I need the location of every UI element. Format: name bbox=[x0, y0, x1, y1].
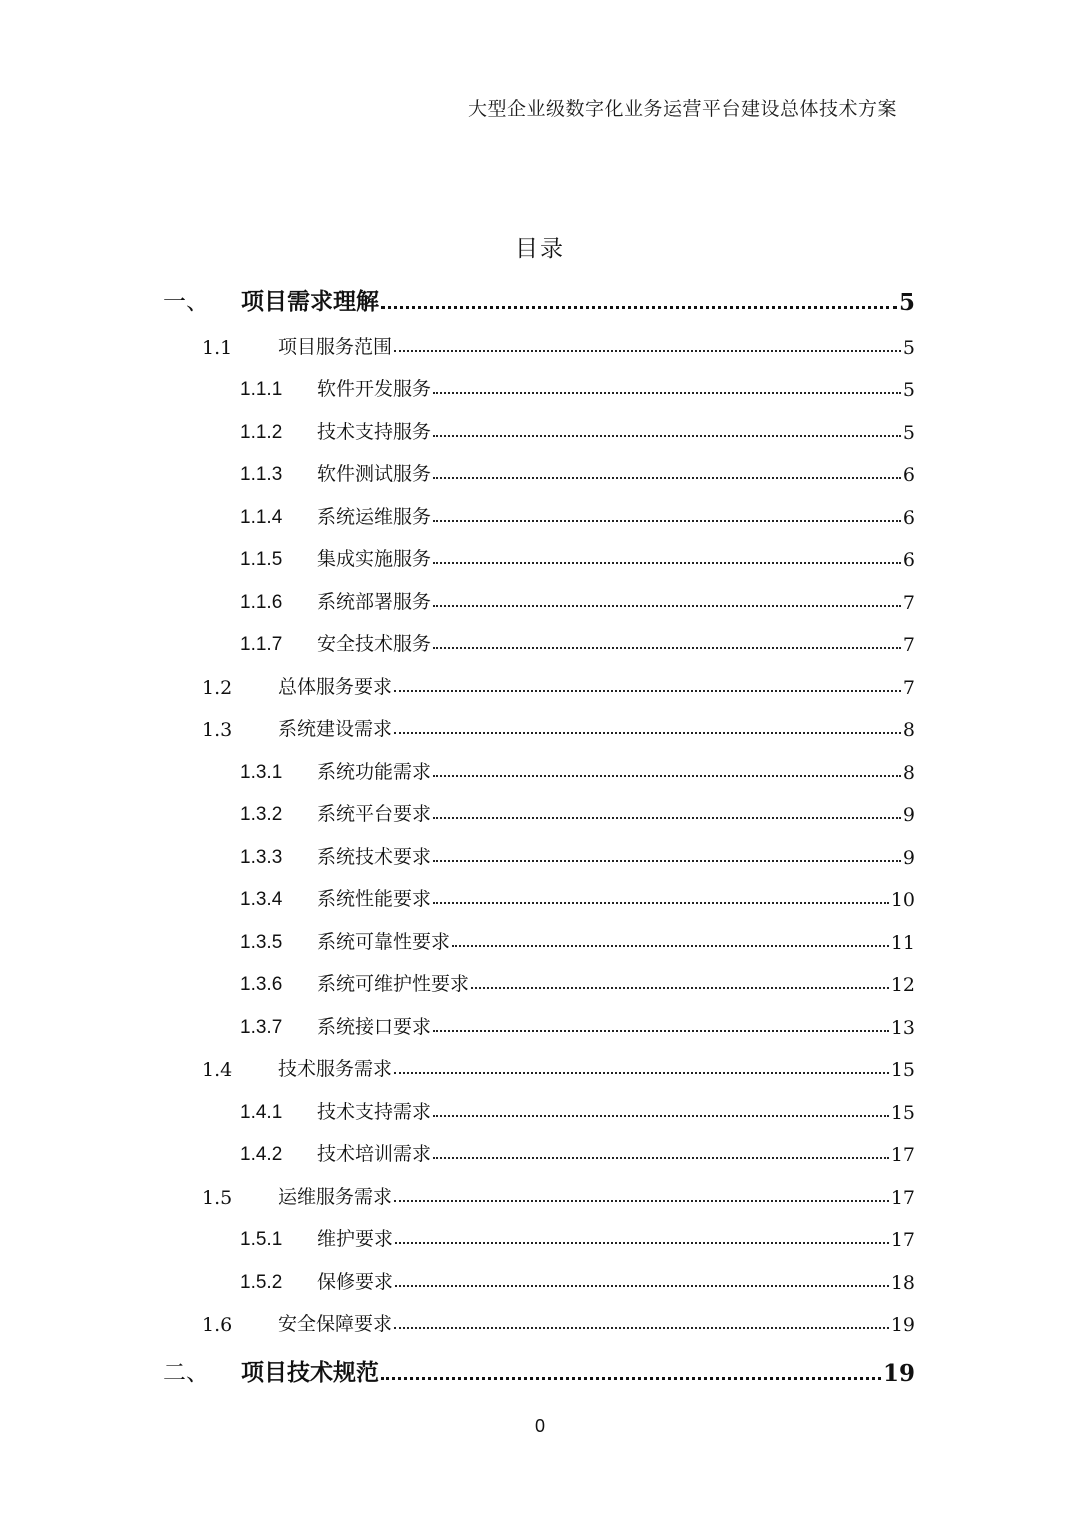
toc-entry-12[interactable] bbox=[202, 669, 915, 699]
toc-entry-number: 一、 bbox=[163, 289, 209, 315]
toc-dot-leader bbox=[433, 775, 901, 777]
toc-entry-page: 7 bbox=[902, 676, 915, 699]
toc-entry-112[interactable] bbox=[240, 414, 915, 444]
toc-entry-number: 二、 bbox=[163, 1359, 209, 1386]
toc-chapter-entry[interactable] bbox=[163, 1357, 915, 1387]
toc-entry-16[interactable] bbox=[202, 1306, 915, 1336]
toc-entry-label: 项目需求理解 bbox=[241, 288, 379, 315]
toc-entry-number: 1.6 bbox=[202, 1314, 233, 1336]
toc-entry-label: 系统接口要求 bbox=[317, 1015, 432, 1038]
toc-entry-15[interactable] bbox=[202, 1179, 915, 1209]
toc-entry-page: 7 bbox=[902, 634, 915, 656]
toc-entry-number: 1.4 bbox=[202, 1059, 233, 1081]
toc-dot-leader bbox=[395, 1242, 889, 1244]
toc-entry-label: 系统部署服务 bbox=[317, 590, 432, 613]
toc-entry-label: 软件开发服务 bbox=[317, 378, 432, 400]
toc-entry-label: 系统平台要求 bbox=[317, 803, 432, 825]
toc-dot-leader bbox=[433, 520, 901, 522]
toc-entry-label: 保修要求 bbox=[317, 1270, 394, 1293]
toc-dot-leader bbox=[394, 690, 901, 692]
toc-entry-133[interactable] bbox=[240, 839, 915, 869]
toc-entry-137[interactable] bbox=[240, 1009, 915, 1039]
toc-dot-leader bbox=[433, 1030, 889, 1032]
toc-entry-label: 技术培训需求 bbox=[317, 1143, 432, 1165]
toc-entry-label: 项目服务范围 bbox=[278, 335, 393, 358]
toc-entry-number: 1.1.3 bbox=[240, 464, 283, 485]
toc-entry-number: 1.3.1 bbox=[240, 761, 283, 783]
toc-entry-number: 1.1.7 bbox=[240, 634, 283, 655]
toc-entry-page: 8 bbox=[902, 761, 915, 784]
toc-dot-leader bbox=[381, 1377, 881, 1380]
toc-entry-number: 1.1.5 bbox=[240, 549, 283, 570]
toc-dot-leader bbox=[433, 1115, 889, 1117]
toc-dot-leader bbox=[471, 987, 889, 989]
toc-entry-page: 5 bbox=[898, 289, 915, 316]
toc-entry-136[interactable] bbox=[240, 966, 915, 996]
toc-entry-page: 15 bbox=[890, 1059, 915, 1081]
toc-entry-number: 1.1.6 bbox=[240, 591, 283, 613]
toc-entry-number: 1.3 bbox=[202, 719, 233, 741]
toc-entry-116[interactable] bbox=[240, 584, 915, 614]
toc-entry-page: 10 bbox=[890, 889, 915, 911]
toc-entry-number: 1.2 bbox=[202, 676, 233, 699]
toc-dot-leader bbox=[433, 562, 901, 564]
toc-entry-114[interactable] bbox=[240, 499, 915, 529]
toc-entry-page: 6 bbox=[902, 506, 915, 529]
toc-entry-page: 18 bbox=[890, 1271, 915, 1294]
toc-dot-leader bbox=[395, 1285, 889, 1287]
document-header-title: 大型企业级数字化业务运营平台建设总体技术方案 bbox=[467, 98, 897, 120]
toc-dot-leader bbox=[394, 1327, 889, 1329]
toc-entry-number: 1.3.6 bbox=[240, 974, 283, 995]
toc-entry-page: 6 bbox=[902, 464, 915, 486]
toc-entry-page: 17 bbox=[890, 1144, 915, 1166]
toc-entry-label: 软件测试服务 bbox=[317, 463, 432, 485]
toc-entry-label: 系统功能需求 bbox=[317, 760, 432, 783]
toc-entry-label: 维护要求 bbox=[317, 1228, 394, 1250]
toc-dot-leader bbox=[433, 477, 901, 479]
toc-dot-leader bbox=[433, 435, 901, 437]
toc-entry-14[interactable] bbox=[202, 1051, 915, 1081]
toc-entry-label: 技术服务需求 bbox=[278, 1058, 393, 1080]
toc-entry-151[interactable] bbox=[240, 1221, 915, 1251]
toc-entry-117[interactable] bbox=[240, 626, 915, 656]
toc-entry-page: 7 bbox=[902, 591, 915, 614]
toc-entry-number: 1.5.1 bbox=[240, 1229, 283, 1250]
toc-entry-11[interactable] bbox=[202, 329, 915, 359]
toc-entry-page: 17 bbox=[890, 1229, 915, 1251]
toc-entry-label: 技术支持需求 bbox=[317, 1100, 432, 1123]
toc-dot-leader bbox=[433, 1157, 889, 1159]
toc-entry-label: 系统可维护性要求 bbox=[317, 973, 470, 995]
toc-dot-leader bbox=[394, 350, 901, 352]
toc-entry-label: 总体服务要求 bbox=[278, 675, 393, 698]
toc-entry-number: 1.5.2 bbox=[240, 1271, 283, 1293]
toc-entry-number: 1.4.2 bbox=[240, 1144, 283, 1165]
toc-entry-number: 1.3.5 bbox=[240, 931, 283, 953]
toc-dot-leader bbox=[452, 945, 889, 947]
toc-entry-132[interactable] bbox=[240, 796, 915, 826]
toc-title: 目录 bbox=[515, 236, 565, 262]
toc-entry-131[interactable] bbox=[240, 754, 915, 784]
toc-dot-leader bbox=[394, 1072, 889, 1074]
toc-entry-page: 5 bbox=[902, 421, 915, 444]
toc-dot-leader bbox=[433, 605, 901, 607]
toc-entry-page: 5 bbox=[902, 379, 915, 401]
toc-entry-number: 1.4.1 bbox=[240, 1101, 283, 1123]
toc-entry-number: 1.1.2 bbox=[240, 421, 283, 443]
toc-entry-label: 系统运维服务 bbox=[317, 505, 432, 528]
toc-entry-label: 项目技术规范 bbox=[241, 1358, 379, 1386]
toc-entry-label: 技术支持服务 bbox=[317, 420, 432, 443]
toc-dot-leader bbox=[394, 1200, 889, 1202]
toc-dot-leader bbox=[433, 647, 901, 649]
toc-entry-page: 13 bbox=[890, 1016, 915, 1039]
toc-dot-leader bbox=[381, 306, 897, 309]
toc-dot-leader bbox=[433, 392, 901, 394]
page-number: 0 bbox=[534, 1416, 545, 1436]
toc-entry-142[interactable] bbox=[240, 1136, 915, 1166]
toc-dot-leader bbox=[433, 902, 889, 904]
toc-entry-113[interactable] bbox=[240, 456, 915, 486]
toc-entry-page: 12 bbox=[890, 974, 915, 996]
toc-entry-number: 1.3.3 bbox=[240, 846, 283, 868]
toc-entry-page: 15 bbox=[890, 1101, 915, 1124]
toc-entry-152[interactable] bbox=[240, 1264, 915, 1294]
toc-entry-134[interactable] bbox=[240, 881, 915, 911]
toc-entry-number: 1.5 bbox=[202, 1186, 233, 1209]
toc-entry-label: 安全保障要求 bbox=[278, 1313, 393, 1335]
toc-entry-13[interactable] bbox=[202, 711, 915, 741]
toc-entry-number: 1.3.7 bbox=[240, 1016, 283, 1038]
toc-entry-label: 系统技术要求 bbox=[317, 845, 432, 868]
toc-entry-label: 系统建设需求 bbox=[278, 718, 393, 740]
toc-entry-number: 1.3.4 bbox=[240, 889, 283, 910]
toc-entry-page: 19 bbox=[882, 1359, 915, 1387]
toc-entry-label: 运维服务需求 bbox=[278, 1185, 393, 1208]
toc-dot-leader bbox=[433, 817, 901, 819]
toc-entry-135[interactable] bbox=[240, 924, 915, 954]
toc-entry-page: 5 bbox=[902, 336, 915, 359]
toc-entry-label: 集成实施服务 bbox=[317, 548, 432, 570]
toc-entry-115[interactable] bbox=[240, 541, 915, 571]
toc-entry-number: 1.1.4 bbox=[240, 506, 283, 528]
toc-entry-page: 17 bbox=[890, 1186, 915, 1209]
toc-dot-leader bbox=[433, 860, 901, 862]
toc-entry-number: 1.1 bbox=[202, 336, 233, 359]
toc-entry-page: 11 bbox=[890, 931, 915, 954]
toc-entry-page: 9 bbox=[902, 846, 915, 869]
toc-chapter-entry[interactable] bbox=[163, 286, 915, 316]
toc-entry-page: 6 bbox=[902, 549, 915, 571]
toc-entry-number: 1.1.1 bbox=[240, 379, 283, 400]
toc-entry-page: 9 bbox=[902, 804, 915, 826]
toc-entry-number: 1.3.2 bbox=[240, 804, 283, 825]
toc-entry-label: 安全技术服务 bbox=[317, 633, 432, 655]
toc-entry-page: 19 bbox=[890, 1314, 915, 1336]
toc-dot-leader bbox=[394, 732, 901, 734]
toc-entry-111[interactable] bbox=[240, 371, 915, 401]
toc-entry-label: 系统可靠性要求 bbox=[317, 930, 451, 953]
toc-entry-141[interactable] bbox=[240, 1094, 915, 1124]
toc-entry-page: 8 bbox=[902, 719, 915, 741]
toc-entry-label: 系统性能要求 bbox=[317, 888, 432, 910]
